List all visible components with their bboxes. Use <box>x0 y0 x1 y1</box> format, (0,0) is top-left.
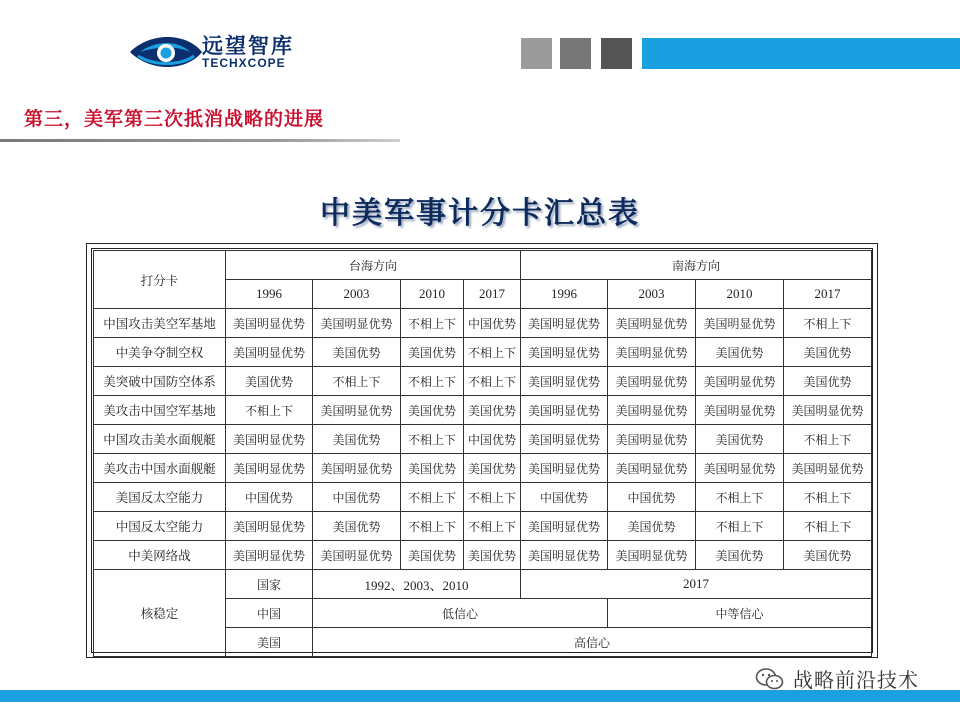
china-label: 中国 <box>226 599 313 628</box>
table-cell: 中国优势 <box>313 483 401 512</box>
table-cell: 美国优势 <box>608 512 696 541</box>
year-header: 2010 <box>401 280 464 309</box>
table-cell: 美国明显优势 <box>608 541 696 570</box>
group-header-south-china-sea: 南海方向 <box>521 251 872 280</box>
table-cell: 美国优势 <box>401 338 464 367</box>
table-cell: 美国明显优势 <box>226 309 313 338</box>
country-header: 国家 <box>226 570 313 599</box>
table-cell: 美国明显优势 <box>313 541 401 570</box>
row-label: 中国攻击美空军基地 <box>94 309 226 338</box>
period-b-header: 2017 <box>521 570 872 599</box>
table-cell: 美国优势 <box>784 541 872 570</box>
table-cell: 美国明显优势 <box>226 454 313 483</box>
table-cell: 美国优势 <box>401 454 464 483</box>
table-cell: 不相上下 <box>401 367 464 396</box>
table-cell: 美国优势 <box>464 541 521 570</box>
year-header: 1996 <box>521 280 608 309</box>
table-cell: 美国明显优势 <box>313 396 401 425</box>
us-label: 美国 <box>226 628 313 657</box>
table-cell: 不相上下 <box>464 367 521 396</box>
row-label: 美国反太空能力 <box>94 483 226 512</box>
year-header: 2017 <box>464 280 521 309</box>
table-cell: 美国明显优势 <box>696 367 784 396</box>
table-cell: 不相上下 <box>696 512 784 541</box>
china-confidence-b: 中等信心 <box>608 599 872 628</box>
table-row <box>94 309 872 338</box>
section-underline <box>0 139 400 142</box>
table-cell: 不相上下 <box>784 309 872 338</box>
section-title: 第三，美军第三次抵消战略的进展 <box>24 108 325 130</box>
table-cell: 美国明显优势 <box>226 425 313 454</box>
logo-chinese-text: 远望智库 <box>202 33 294 58</box>
table-cell: 美国明显优势 <box>608 309 696 338</box>
table-cell: 美国优势 <box>313 512 401 541</box>
table-cell: 美国优势 <box>464 396 521 425</box>
table-row <box>94 425 872 454</box>
table-cell: 美国明显优势 <box>521 454 608 483</box>
table-cell: 美国明显优势 <box>521 309 608 338</box>
table-cell: 不相上下 <box>464 338 521 367</box>
table-row <box>94 396 872 425</box>
table-cell: 不相上下 <box>784 483 872 512</box>
wechat-icon <box>755 667 785 691</box>
table-cell: 美国优势 <box>313 425 401 454</box>
table-cell: 美国明显优势 <box>696 309 784 338</box>
row-label: 美攻击中国空军基地 <box>94 396 226 425</box>
table-cell: 美国优势 <box>464 454 521 483</box>
logo-english-text: TECHXCOPE <box>202 56 286 70</box>
table-cell: 美国明显优势 <box>521 425 608 454</box>
table-cell: 不相上下 <box>401 309 464 338</box>
table-cell: 美国优势 <box>401 541 464 570</box>
table-cell: 美国明显优势 <box>226 541 313 570</box>
table-row <box>94 541 872 570</box>
table-row <box>94 483 872 512</box>
table-cell: 美国优势 <box>784 338 872 367</box>
year-header: 2003 <box>313 280 401 309</box>
table-cell: 美国明显优势 <box>608 454 696 483</box>
row-label: 中美网络战 <box>94 541 226 570</box>
table-cell: 中国优势 <box>226 483 313 512</box>
table-cell: 不相上下 <box>226 396 313 425</box>
table-cell: 中国优势 <box>608 483 696 512</box>
table-cell: 不相上下 <box>401 512 464 541</box>
row-label: 美攻击中国水面舰艇 <box>94 454 226 483</box>
header-square-dark <box>601 38 632 69</box>
table-cell: 不相上下 <box>464 483 521 512</box>
table-cell: 美国明显优势 <box>608 338 696 367</box>
header-square-light <box>521 38 552 69</box>
table-cell: 美国明显优势 <box>696 396 784 425</box>
document-title: 中美军事计分卡汇总表 <box>320 196 640 231</box>
row-label: 中美争夺制空权 <box>94 338 226 367</box>
table-row <box>94 367 872 396</box>
table-cell: 美国明显优势 <box>226 512 313 541</box>
us-confidence: 高信心 <box>313 628 872 657</box>
table-cell: 不相上下 <box>784 512 872 541</box>
watermark <box>755 664 919 693</box>
table-cell: 美国优势 <box>313 338 401 367</box>
table-cell: 不相上下 <box>696 483 784 512</box>
table-cell: 美国明显优势 <box>313 309 401 338</box>
table-cell: 不相上下 <box>401 425 464 454</box>
year-header: 2003 <box>608 280 696 309</box>
table-cell: 美国明显优势 <box>313 454 401 483</box>
table-cell: 美国明显优势 <box>784 454 872 483</box>
table-cell: 中国优势 <box>521 483 608 512</box>
table-cell: 美国明显优势 <box>521 512 608 541</box>
table-cell: 不相上下 <box>464 512 521 541</box>
china-confidence-a: 低信心 <box>313 599 608 628</box>
watermark-text: 战略前沿技术 <box>793 668 919 692</box>
table-cell: 不相上下 <box>401 483 464 512</box>
table-cell: 美国优势 <box>696 425 784 454</box>
table-cell: 美国优势 <box>696 338 784 367</box>
table-row <box>94 512 872 541</box>
table-cell: 美国明显优势 <box>521 541 608 570</box>
header-square-mid <box>560 38 591 69</box>
table-cell: 美国明显优势 <box>521 338 608 367</box>
header-blue-bar <box>642 38 960 69</box>
table-cell: 美国优势 <box>401 396 464 425</box>
table-cell: 美国明显优势 <box>608 396 696 425</box>
table-cell: 不相上下 <box>784 425 872 454</box>
table-row <box>94 454 872 483</box>
group-header-taiwan-strait: 台海方向 <box>226 251 521 280</box>
table-cell: 美国明显优势 <box>608 367 696 396</box>
period-a-header: 1992、2003、2010 <box>313 570 521 599</box>
row-label: 中国反太空能力 <box>94 512 226 541</box>
table-cell: 美国优势 <box>696 541 784 570</box>
table-row <box>94 338 872 367</box>
table-cell: 美国明显优势 <box>226 338 313 367</box>
table-cell: 中国优势 <box>464 309 521 338</box>
row-label: 美突破中国防空体系 <box>94 367 226 396</box>
table-cell: 中国优势 <box>464 425 521 454</box>
table-cell: 美国明显优势 <box>608 425 696 454</box>
nuclear-stability-label: 核稳定 <box>94 570 226 657</box>
table-cell: 美国明显优势 <box>521 367 608 396</box>
year-header: 2010 <box>696 280 784 309</box>
scorecard-table-frame <box>86 243 878 658</box>
table-cell: 美国明显优势 <box>696 454 784 483</box>
scorecard-table <box>93 250 872 657</box>
table-cell: 美国优势 <box>226 367 313 396</box>
table-cell: 不相上下 <box>313 367 401 396</box>
corner-header: 打分卡 <box>94 251 226 309</box>
table-cell: 美国优势 <box>784 367 872 396</box>
year-header: 2017 <box>784 280 872 309</box>
table-cell: 美国明显优势 <box>784 396 872 425</box>
table-cell: 美国明显优势 <box>521 396 608 425</box>
row-label: 中国攻击美水面舰艇 <box>94 425 226 454</box>
year-header: 1996 <box>226 280 313 309</box>
